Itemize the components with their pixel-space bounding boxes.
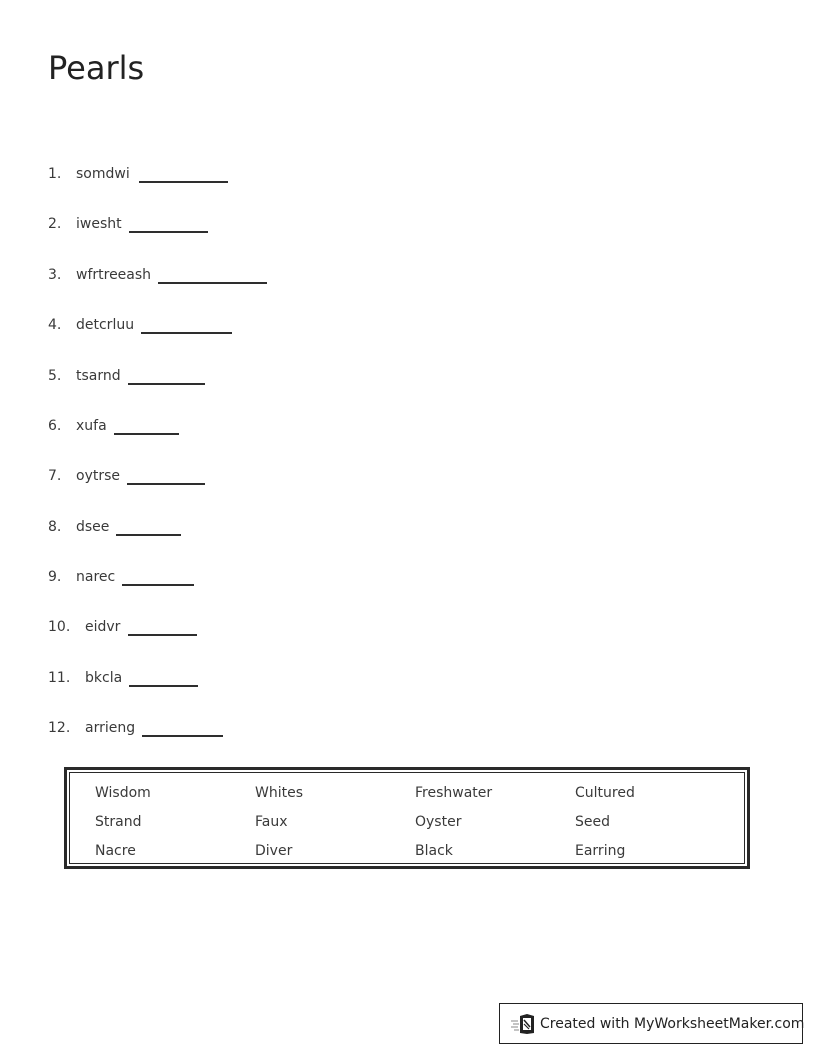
scrambled-word: arrieng (85, 720, 136, 736)
word-bank-item: Cultured (575, 785, 635, 801)
answer-blank[interactable] (127, 483, 205, 485)
word-bank-item: Strand (95, 814, 142, 830)
word-bank-item: Whites (255, 785, 304, 801)
scrambled-word: oytrse (76, 468, 121, 484)
word-bank-item: Faux (255, 814, 288, 830)
answer-blank[interactable] (139, 181, 228, 183)
word-bank-item: Nacre (95, 843, 136, 859)
question-number: 7. (48, 468, 62, 484)
answer-blank[interactable] (114, 433, 179, 435)
question-number: 4. (48, 317, 62, 333)
question-number: 6. (48, 418, 62, 434)
scrambled-word: narec (76, 569, 116, 585)
question-number: 3. (48, 267, 62, 283)
answer-blank[interactable] (129, 231, 208, 233)
question-number: 1. (48, 166, 62, 182)
scrambled-word: tsarnd (76, 368, 121, 384)
scrambled-word: xufa (76, 418, 107, 434)
scrambled-word: somdwi (76, 166, 130, 182)
scrambled-word: eidvr (85, 619, 121, 635)
word-bank-item: Freshwater (415, 785, 493, 801)
question-number: 8. (48, 519, 62, 535)
word-bank-item: Earring (575, 843, 626, 859)
question-number: 12. (48, 720, 71, 736)
answer-blank[interactable] (129, 685, 198, 687)
question-number: 5. (48, 368, 62, 384)
answer-blank[interactable] (128, 634, 197, 636)
word-bank-item: Black (415, 843, 453, 859)
answer-blank[interactable] (158, 282, 267, 284)
answer-blank[interactable] (116, 534, 181, 536)
worksheet-logo-icon (510, 1013, 536, 1035)
footer-credit[interactable] (499, 1003, 803, 1044)
scrambled-word: wfrtreeash (76, 267, 152, 283)
word-bank-item: Seed (575, 814, 610, 830)
question-number: 10. (48, 619, 71, 635)
scrambled-word: dsee (76, 519, 110, 535)
answer-blank[interactable] (122, 584, 194, 586)
word-bank-item: Wisdom (95, 785, 151, 801)
word-bank (64, 767, 750, 869)
answer-blank[interactable] (128, 383, 205, 385)
question-number: 2. (48, 216, 62, 232)
word-bank-item: Diver (255, 843, 293, 859)
scrambled-word: bkcla (85, 670, 123, 686)
scrambled-word: detcrluu (76, 317, 135, 333)
word-bank-item: Oyster (415, 814, 462, 830)
question-number: 11. (48, 670, 71, 686)
answer-blank[interactable] (142, 735, 223, 737)
worksheet-title: Pearls (48, 49, 145, 87)
answer-blank[interactable] (141, 332, 232, 334)
scrambled-word: iwesht (76, 216, 122, 232)
word-bank-inner-border (69, 772, 745, 864)
question-number: 9. (48, 569, 62, 585)
footer-text: Created with MyWorksheetMaker.com (540, 1016, 805, 1032)
